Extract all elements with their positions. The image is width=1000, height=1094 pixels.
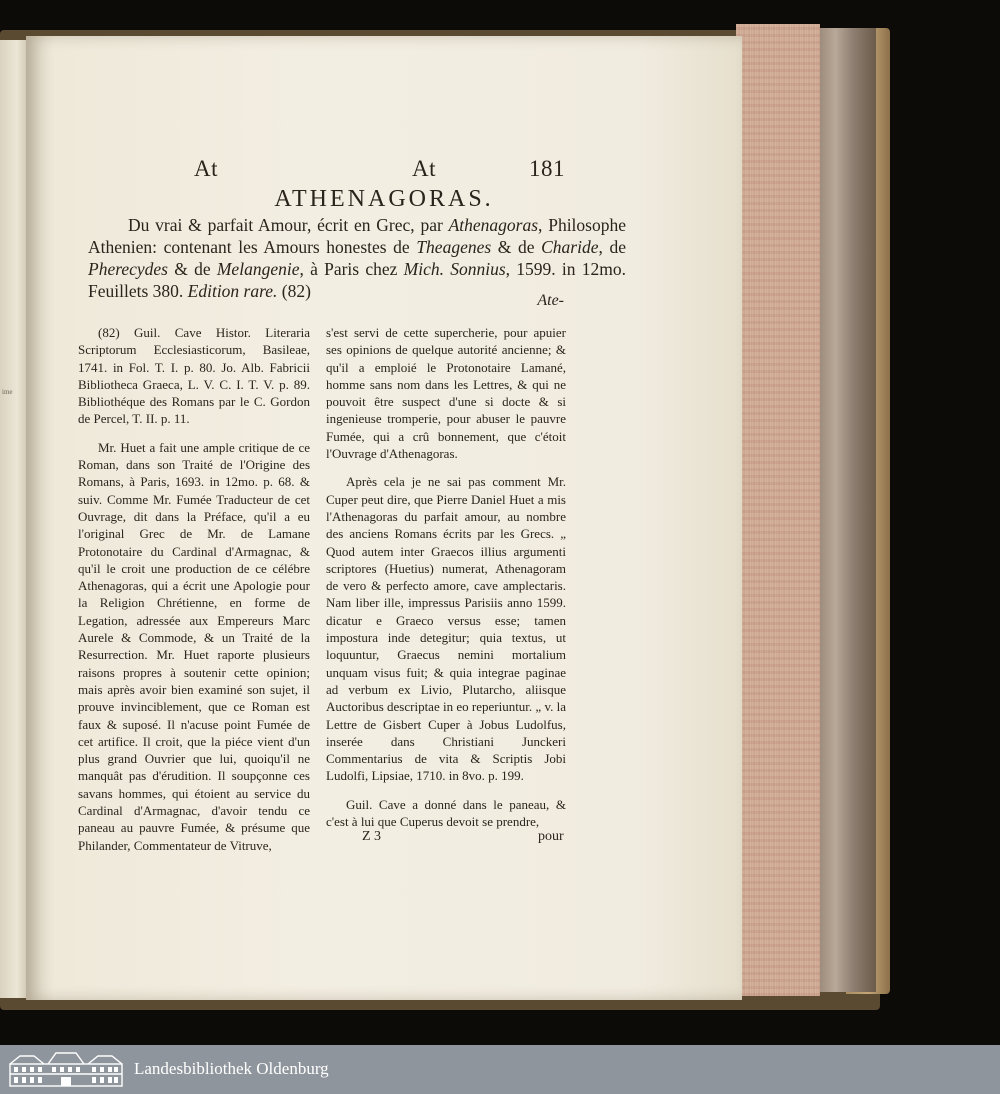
footnote-82: (82) Guil. Cave Histor. Literaria Scriptorum Ecclesiasticorum, Basileae, 1741. in Fol. T. I. p. 80. Jo. Alb. Fabricii Bibliotheca Graeca, L. V. C. I. T. V. p. 89. Bibliothéque des Romans par le C. Gordon de Percel, T. II. p. 11. — [78, 325, 310, 427]
book-page — [26, 36, 742, 1000]
running-header-center: At — [412, 156, 436, 181]
footnote-column-left — [78, 324, 310, 865]
catchword-bottom: pour — [538, 829, 564, 844]
note-paragraph-cave: Guil. Cave a donné dans le paneau, & c'est à lui que Cuperus devoit se prendre, — [326, 796, 566, 830]
signature-mark: Z 3 — [362, 829, 382, 844]
page-number: 181 — [529, 156, 565, 181]
note-paragraph-cuper: Après cela je ne sai pas comment Mr. Cuper peut dire, que Pierre Daniel Huet a mis l'Athenagoras du parfait amour, au nombre des anciens Romans écrits par les Grecs. „ Quod autem inter Graecos illius argumenti scriptores (Huetius) numerat, Athenagoram de vero & perfecto amore, cave amplectaris. Nam liber ille, impressus Parisiis anno 1599. dicatur e Graeco versus esse; tamen impostura inde detegitur; quia textus, ut loquuntur, Graecus nemini mortalium unquam visus fuit; & quia integrae paginae ad verbum ex Livio, Plutarcho, aliisque Auctoribus descriptae in eo reperiuntur. „ v. la Lettre de Gisbert Cuper à Jobus Ludolfus, inserée dans Christiani Junckeri Commentarius de vita & Scriptis Jobi Ludolfi, Lipsiae, 1710. in 8vo. p. 199. — [326, 474, 566, 784]
note-paragraph-continued: s'est servi de cette supercherie, pour apuier ses opinions de quelque autorité ancienne; & qu'il a emploié le Protonotaire Lamané, homme sans nom dans les Lettres, & qui ne pouvoit être suspect d'une si docte & si ingenieuse tromperie, pour abuser le pauvre Fumée, qui a crû bonnement, que c'étoit l'Ouvrage d'Athenagoras. — [326, 325, 566, 462]
page-block-edges — [736, 24, 820, 996]
entry-title: ATHENAGORAS. — [274, 186, 494, 212]
library-name[interactable]: Landesbibliothek Oldenburg — [134, 1059, 329, 1078]
left-page-mark: ime — [2, 388, 13, 396]
marbled-endpaper — [818, 28, 876, 992]
running-header-left: At — [194, 156, 218, 181]
footnote-column-right — [326, 324, 566, 841]
entry-description: Du vrai & parfait Amour, écrit en Grec, par Athenagoras, Philosophe Athenien: contenant les Amours honestes de Theagenes & de Charide, de Pherecydes & de Melangenie, à Paris chez Mich. Sonnius, 1599. in 12mo. Feuillets 380. Edition rare. (82) — [88, 215, 626, 301]
library-footer-bar — [0, 1045, 1000, 1094]
note-paragraph-huet: Mr. Huet a fait une ample critique de ce Roman, dans son Traité de l'Origine des Romans, à Paris, 1693. in 12mo. p. 68. & suiv. Comme Mr. Fumée Traducteur de cet Ouvrage, dit dans la Préface, qu'il a eu l'original Grec de Mr. de Lamane Protonotaire du Cardinal d'Armagnac, & qu'il le croit une production de ce célébre Athenagoras, qui a écrit une Apologie pour la Religion Chrétienne, en forme de Legation, adressée aux Empereurs Marc Aurele & Commode, & un Traité de la Resurrection. Mr. Huet raporte plusieurs raisons propres à soutenir cette opinion; mais après avoir bien examiné son sujet, il prouve invinciblement, que ce Roman est faux & suposé. Il n'acuse point Fumée de cet artifice. Il croit, que la piéce vient d'un plus grand Ouvrier que lui, quoiqu'il ne manquât pas d'érudition. Il soupçonne ces savans hommes, qui étoient au service du Cardinal d'Armagnac, d'avoir tendu ce paneau au pauvre Fumée, & présume que Philander, Commentateur de Vitruve, — [78, 439, 310, 853]
left-page-edge — [0, 40, 29, 998]
library-building-logo-icon[interactable] — [8, 1050, 124, 1088]
catchword-top: Ate- — [537, 292, 564, 309]
